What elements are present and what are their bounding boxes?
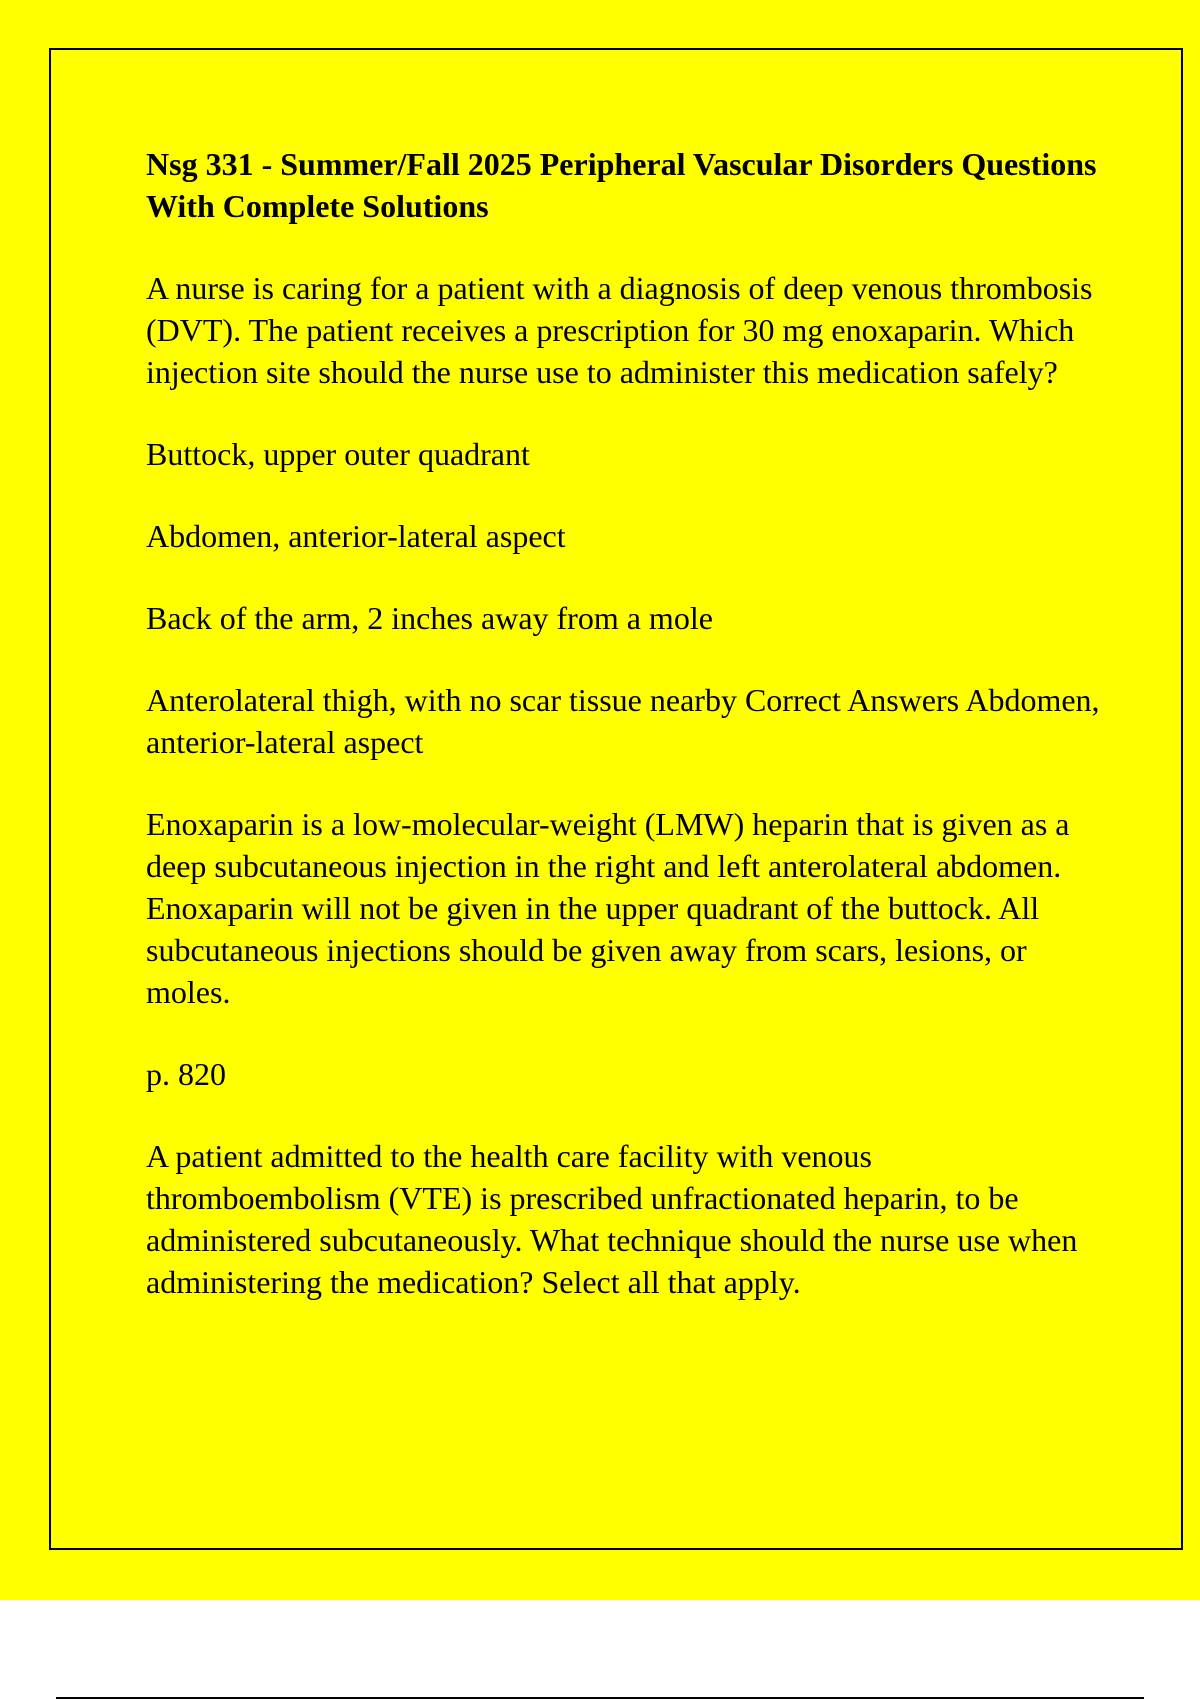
question-1-option-1: Buttock, upper outer quadrant	[146, 436, 530, 472]
question-1-option-4-and-answer: Anterolateral thigh, with no scar tissue nearby Correct Answers Abdomen, anterior-lateral aspect	[146, 682, 1100, 760]
question-1-option-3: Back of the arm, 2 inches away from a mole	[146, 600, 713, 636]
question-1-rationale: Enoxaparin is a low-molecular-weight (LMW) heparin that is given as a deep subcutaneous injection in the right and left anterolateral abdomen. Enoxaparin will not be given in the upper quadrant of the buttock. All subcutaneous injections should be given away from scars, lesions, or moles.	[146, 806, 1070, 1010]
document-content	[146, 143, 1106, 1343]
question-2-text: A patient admitted to the health care facility with venous thromboembolism (VTE) is prescribed unfractionated heparin, to be administered subcutaneously. What technique should the nurse use when administering the medication? Select all that apply.	[146, 1138, 1078, 1300]
question-1-option-2: Abdomen, anterior-lateral aspect	[146, 518, 566, 554]
question-1-page-reference: p. 820	[146, 1056, 226, 1092]
footer-divider	[56, 1697, 1144, 1699]
document-title: Nsg 331 - Summer/Fall 2025 Peripheral Vascular Disorders Questions With Complete Solutions	[146, 146, 1097, 224]
question-1-text: A nurse is caring for a patient with a diagnosis of deep venous thrombosis (DVT). The patient receives a prescription for 30 mg enoxaparin. Which injection site should the nurse use to administer this medication safely?	[146, 270, 1093, 390]
